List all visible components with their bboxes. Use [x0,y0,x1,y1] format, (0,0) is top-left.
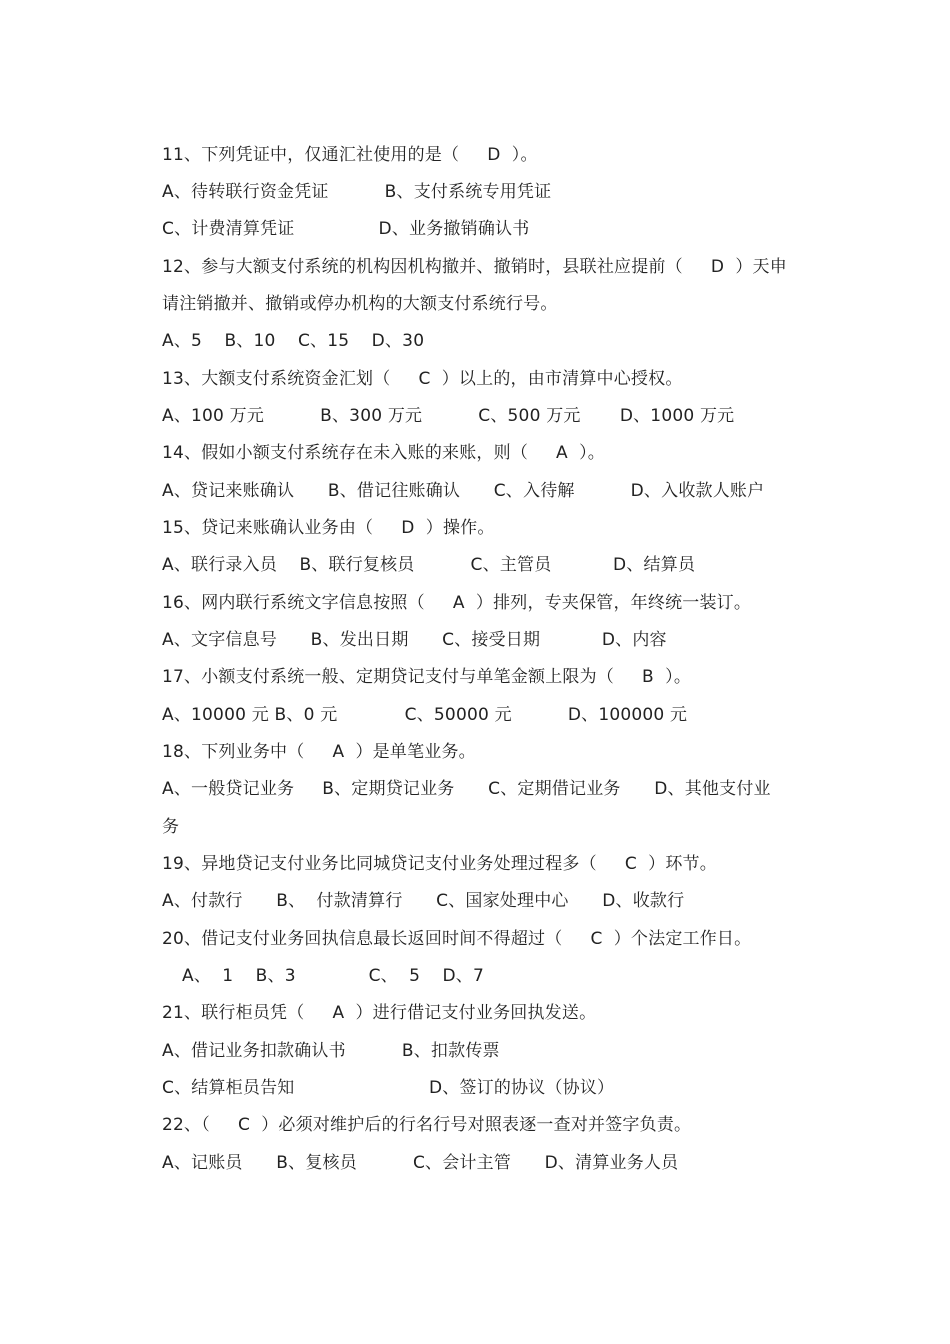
options-21-ab: A、借记业务扣款确认书 B、扣款传票 [162,1041,500,1061]
options-19: A、付款行 B、 付款清算行 C、国家处理中心 D、收款行 [162,891,685,911]
question-14: 14、假如小额支付系统存在未入账的来账，则（ A ）。 [162,443,605,463]
options-21-cd: C、结算柜员告知 D、签订的协议（协议） [162,1078,615,1098]
options-18: A、一般贷记业务 B、定期贷记业务 C、定期借记业务 D、其他支付业 [162,779,771,799]
options-14: A、贷记来账确认 B、借记往账确认 C、入待解 D、入收款人账户 [162,481,765,501]
question-12: 12、参与大额支付系统的机构因机构撤并、撤销时，县联社应提前（ D ）天申 [162,257,787,277]
options-16: A、文字信息号 B、发出日期 C、接受日期 D、内容 [162,630,667,650]
question-18: 18、下列业务中（ A ）是单笔业务。 [162,742,476,762]
question-13: 13、大额支付系统资金汇划（ C ）以上的，由市清算中心授权。 [162,369,683,389]
options-17: A、10000 元 B、0 元 C、50000 元 D、100000 元 [162,705,688,725]
question-20: 20、借记支付业务回执信息最长返回时间不得超过（ C ）个法定工作日。 [162,929,752,949]
options-11-cd: C、计费清算凭证 D、业务撤销确认书 [162,219,530,239]
options-13: A、100 万元 B、300 万元 C、500 万元 D、1000 万元 [162,406,735,426]
options-22: A、记账员 B、复核员 C、会计主管 D、清算业务人员 [162,1153,679,1173]
options-20: A、 1 B、3 C、 5 D、7 [182,966,485,986]
question-22: 22、（ C ）必须对维护后的行名行号对照表逐一查对并签字负责。 [162,1115,692,1135]
question-16: 16、网内联行系统文字信息按照（ A ）排列，专夹保管，年终统一装订。 [162,593,752,613]
options-12: A、5 B、10 C、15 D、30 [162,331,425,351]
question-17: 17、小额支付系统一般、定期贷记支付与单笔金额上限为（ B ）。 [162,667,692,687]
question-19: 19、异地贷记支付业务比同城贷记支付业务处理过程多（ C ）环节。 [162,854,717,874]
options-15: A、联行录入员 B、联行复核员 C、主管员 D、结算员 [162,555,696,575]
question-11: 11、下列凭证中，仅通汇社使用的是（ D ）。 [162,145,538,165]
options-11-ab: A、待转联行资金凭证 B、支付系统专用凭证 [162,182,552,202]
question-21: 21、联行柜员凭（ A ）进行借记支付业务回执发送。 [162,1003,597,1023]
options-18-cont: 务 [162,817,180,837]
question-15: 15、贷记来账确认业务由（ D ）操作。 [162,518,495,538]
question-12-cont: 请注销撤并、撤销或停办机构的大额支付系统行号。 [162,294,558,314]
